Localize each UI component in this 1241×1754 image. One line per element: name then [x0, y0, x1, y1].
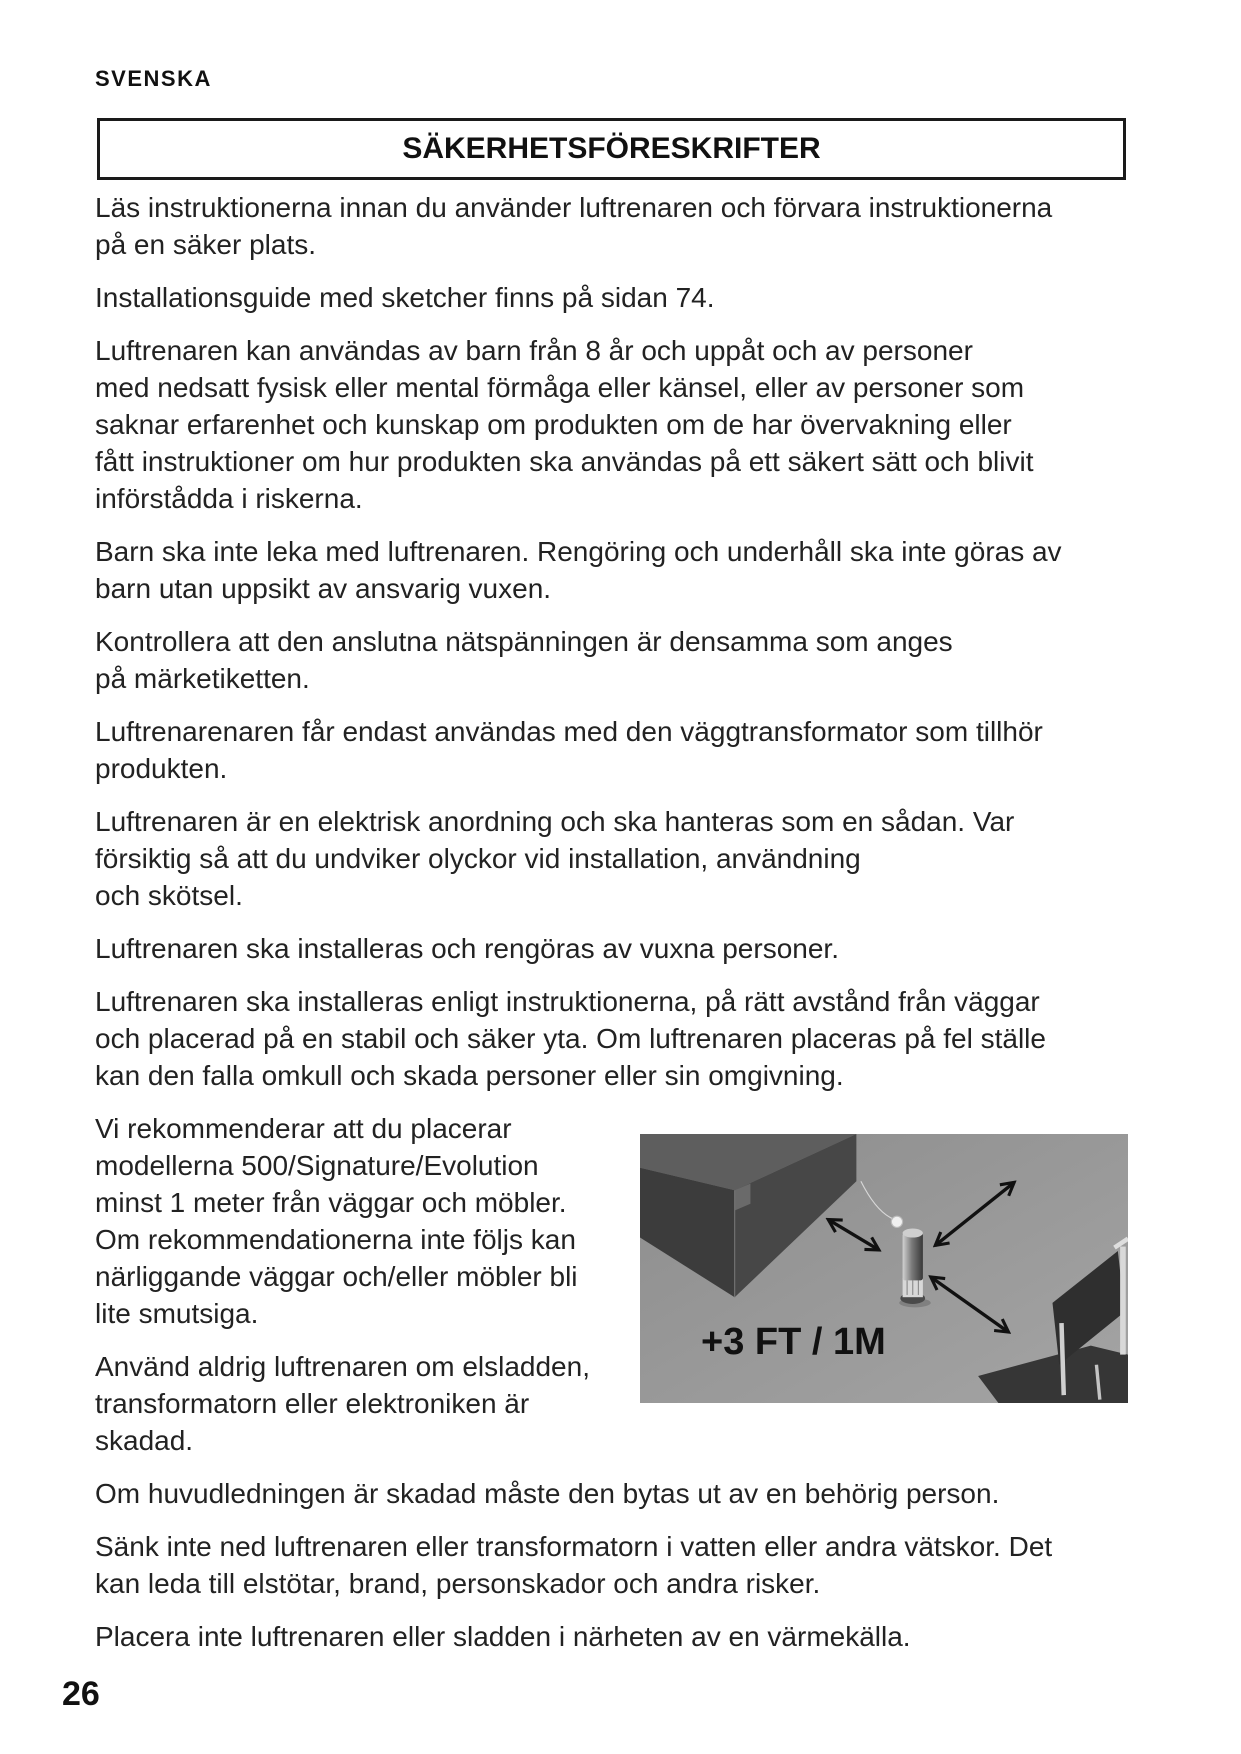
paragraph-line: Om rekommendationerna inte följs kan: [95, 1224, 576, 1255]
distance-label: +3 FT / 1M: [701, 1321, 886, 1363]
paragraph-line: Luftrenaren är en elektrisk anordning och ska hanteras som en sådan. Var: [95, 806, 1015, 837]
placement-paragraph: [95, 983, 1175, 1094]
chair-leg: [1062, 1323, 1064, 1395]
language-label: SVENSKA: [95, 66, 212, 91]
power-plug: [891, 1216, 902, 1227]
paragraph-line: Luftrenarenaren får endast användas med den väggtransformator som tillhör: [95, 716, 1043, 747]
paragraph-line: Barn ska inte leka med luftrenaren. Rengöring och underhåll ska inte göras av: [95, 536, 1062, 567]
electrical-device-paragraph: [95, 803, 1175, 914]
paragraph-line: Vi rekommenderar att du placerar: [95, 1113, 512, 1144]
paragraph-line: produkten.: [95, 753, 228, 784]
voltage-paragraph: [95, 623, 1175, 697]
chair-frame: [1120, 1247, 1126, 1355]
paragraph-line: och placerad på en stabil och säker yta. Om luftrenaren placeras på fel ställe: [95, 1023, 1046, 1054]
paragraph-line: Sänk inte ned luftrenaren eller transformatorn i vatten eller andra vätskor. Det: [95, 1531, 1053, 1562]
paragraph-line: Läs instruktionerna innan du använder luftrenaren och förvara instruktionerna: [95, 192, 1053, 223]
safety-instructions: [95, 189, 1175, 1671]
children-paragraph: [95, 533, 1175, 607]
paragraph-line: försiktig så att du undviker olyckor vid installation, användning: [95, 843, 861, 874]
installation-guide-paragraph: [95, 279, 1175, 316]
paragraph-line: transformatorn eller elektroniken är: [95, 1388, 530, 1419]
page-number: 26: [62, 1675, 100, 1713]
paragraph-line: saknar erfarenhet och kunskap om produkten om de har övervakning eller: [95, 409, 1012, 440]
paragraph-line: på märketiketten.: [95, 663, 310, 694]
paragraph-line: skadad.: [95, 1425, 194, 1456]
transformer-paragraph: [95, 713, 1175, 787]
water-warning-paragraph: [95, 1528, 1175, 1602]
section-title-box: [97, 118, 1126, 180]
distance-text-column: [95, 1110, 625, 1459]
paragraph-line: på en säker plats.: [95, 229, 317, 260]
paragraph-line: och skötsel.: [95, 880, 243, 911]
paragraph-line: Luftrenaren kan användas av barn från 8 år och uppåt och av personer: [95, 335, 973, 366]
user-capability-paragraph: [95, 332, 1175, 517]
paragraph-line: modellerna 500/Signature/Evolution: [95, 1150, 539, 1181]
damaged-cable-paragraph: [95, 1348, 625, 1459]
distance-section: [95, 1110, 1175, 1459]
adults-install-paragraph: [95, 930, 1175, 967]
placement-distance-illustration: [640, 1134, 1128, 1403]
paragraph-line: minst 1 meter från väggar och möbler.: [95, 1187, 567, 1218]
paragraph-line: Använd aldrig luftrenaren om elsladden,: [95, 1351, 590, 1382]
main-cable-paragraph: [95, 1475, 1175, 1512]
paragraph-line: Installationsguide med sketcher finns på sidan 74.: [95, 282, 715, 313]
paragraph-line: Luftrenaren ska installeras och rengöras av vuxna personer.: [95, 933, 839, 964]
paragraph-line: fått instruktioner om hur produkten ska användas på ett säkert sätt och blivit: [95, 446, 1034, 477]
heat-source-paragraph: [95, 1618, 1175, 1655]
paragraph-line: Placera inte luftrenaren eller sladden i närheten av en värmekälla.: [95, 1621, 911, 1652]
paragraph-line: kan den falla omkull och skada personer eller sin omgivning.: [95, 1060, 844, 1091]
paragraph-line: Kontrollera att den anslutna nätspänningen är densamma som anges: [95, 626, 953, 657]
paragraph-line: kan leda till elstötar, brand, personskador och andra risker.: [95, 1568, 821, 1599]
paragraph-line: Luftrenaren ska installeras enligt instruktionerna, på rätt avstånd från väggar: [95, 986, 1040, 1017]
paragraph-line: lite smutsiga.: [95, 1298, 259, 1329]
purifier-body: [903, 1233, 923, 1280]
paragraph-line: med nedsatt fysisk eller mental förmåga eller känsel, eller av personer som: [95, 372, 1025, 403]
read-instructions-paragraph: [95, 189, 1175, 263]
purifier-top: [903, 1229, 923, 1238]
paragraph-line: barn utan uppsikt av ansvarig vuxen.: [95, 573, 552, 604]
paragraph-line: Om huvudledningen är skadad måste den bytas ut av en behörig person.: [95, 1478, 1000, 1509]
paragraph-line: närliggande väggar och/eller möbler bli: [95, 1261, 578, 1292]
section-title: SÄKERHETSFÖRESKRIFTER: [402, 132, 821, 165]
paragraph-line: införstådda i riskerna.: [95, 483, 363, 514]
distance-recommendation-paragraph: [95, 1110, 625, 1332]
